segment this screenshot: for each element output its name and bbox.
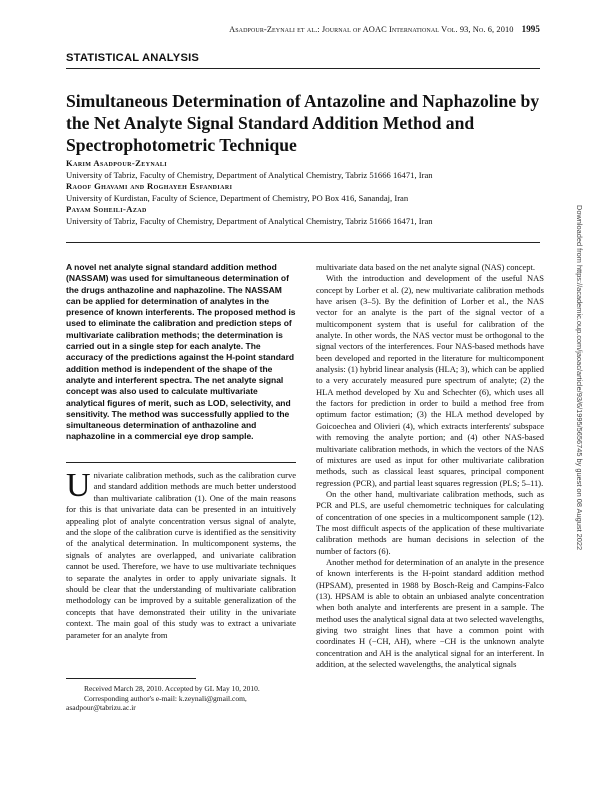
second-email: asadpour@tabrizu.ac.ir: [66, 703, 136, 713]
footnote: [66, 684, 296, 713]
author-name: Raoof Ghavami and Roghayeh Esfandiari: [66, 181, 233, 192]
corresponding-author: Corresponding author's e-mail: k.zeynali@gmail.com,: [84, 693, 247, 703]
author-name: Karim Asadpour-Zeynali: [66, 158, 167, 168]
introduction: [66, 467, 296, 641]
article-title: Simultaneous Determination of Antazoline and Naphazoline by the Net Analyte Signal Standard Addition Method and Spectrophotometric Technique: [66, 91, 540, 155]
abstract: A novel net analyte signal standard addition method (NASSAM) was used for simultaneous determination of the drugs anthazoline and naphazoline. The NASSAM can be applied for determination of analytes in the presence of known interferents. The proposed method is used to eliminate the calibration and prediction steps of multivariate calibration methods; the determination is carried out in a single step for each analyte. The accuracy of the predictions against the H-point standard addition method is independent of the shape of the analyte and interferent spectra. The net analyte signal concept was also used to calculate multivariate analytical figures of merit, such as LOD, selectivity, and sensitivity. The method was successfully applied to the simultaneous determination of anthazoline and naphazoline in a commercial eye drop sample.: [66, 262, 296, 442]
section-label: STATISTICAL ANALYSIS: [66, 52, 200, 64]
author-affiliation: University of Tabriz, Faculty of Chemistry, Department of Analytical Chemistry, Tabriz 51666 16471, Iran: [66, 215, 433, 226]
right-column: [316, 262, 544, 670]
abstract-divider: [66, 462, 296, 463]
paragraph: On the other hand, multivariate calibration methods, such as PCR and PLS, are useful chemometric techniques for calculating of concentration of one species in a multicomponent sample (12). The most difficult aspects of the application of these multivariate calibration methods are human decisions in selection of the number of factors (6).: [316, 488, 544, 556]
footnote-rule: [66, 678, 196, 679]
author-name: Payam Soheili-Azad: [66, 204, 147, 215]
section-rule-top: [66, 68, 540, 69]
author-affiliation: University of Kurdistan, Faculty of Science, Department of Chemistry, PO Box 416, Sanandaj, Iran: [66, 192, 409, 203]
paragraph: Another method for determination of an analyte in the presence of known interferents is the H-point standard addition method (HPSAM), presented in 1988 by Bosch-Reig and Campins-Falco (13). HPSAM is able to obtain an unbiased analyte concentration when both analyte and interferents are present in a sample. The method uses the analytical signal data at two selected wavelengths, giving two straight lines that have a common point with coordinates H (−CH, AH), where −CH is the unknown analyte concentration and AH is the analytical signal for an interferent. In addition, at the selected wavelengths, the analytical signals: [316, 556, 545, 670]
intro-paragraph: [66, 467, 296, 641]
running-head: [66, 24, 540, 34]
paragraph: With the introduction and development of the useful NAS concept by Lorber et al. (2), new multivariate calibration methods have arisen (3–5). By the definition of Lorber et al., the NAS vector for an analyte is the part of the signal vector of a multicomponent system that is useful for calibration of the analyte. In other words, the NAS vector must be orthogonal to the signal vectors of the interferences. Four NAS-based methods have been developed and reported in the literature for multicomponent analysis: (1) hybrid linear analysis (HLA; 3), which can be applied to a very accurately measured pure spectrum of analyte; (2) the HLA method developed by Xu and Schechter (6), which uses all the factors for prediction in order to build a method free from optimum factor estimation; (3) the HLA method developed by Goicoechea and Olivieri (4), which extracts interferents' subspace with removing the analyte portion; and (4) other NAS-based multivariate calibration methods, in which the vectors of the NAS of mixtures are used as input for other multivariate calibration methods, such as classical least squares, principal component regression (PCR), and partial least squares regression (PLS; 5–11).: [316, 273, 544, 488]
author-affiliation: University of Tabriz, Faculty of Chemistry, Department of Analytical Chemistry, Tabriz 51666 16471, Iran: [66, 169, 433, 180]
author-rule: [66, 242, 540, 243]
drop-cap: U: [66, 467, 91, 504]
download-watermark: [572, 205, 590, 600]
received-dates: Received March 28, 2010. Accepted by GL May 10, 2010.: [84, 684, 260, 693]
page-number: 1995: [521, 24, 540, 34]
journal-citation: Asadpour-Zeynali et al.: Journal of AOAC International Vol. 93, No. 6, 2010: [229, 25, 514, 34]
intro-text: nivariate calibration methods, such as the calibration curve and standard addition methods are much better understood than multivariate calibration (1). One of the main reasons for this is that univariate data can be presented in an intuitively appealing plot of analyte concentration versus signal of analyte, and the slope of the calibration curve is identified as the sensitivity of the analytical determination. In multicomponent systems, the signals of analytes are overlapped, and univariate calibration cannot be used. Therefore, we have to use multivariate techniques to separate the analytes in order to apply univariate signals. It should be clear that the understanding of multivariate calibration methodology can be improved by a suitable generalization of the concepts that have demonstrated their utility in the univariate context. The main goal of this study was to extract a univariate parameter for an analyte from: [66, 470, 296, 640]
download-note: Downloaded from https://academic.oup.com/jaoac/article/93/6/1995/5656745 by guest on 08 August 2022: [575, 205, 584, 551]
author-block: [66, 158, 540, 228]
paragraph: multivariate data based on the net analyte signal (NAS) concept.: [316, 262, 536, 272]
